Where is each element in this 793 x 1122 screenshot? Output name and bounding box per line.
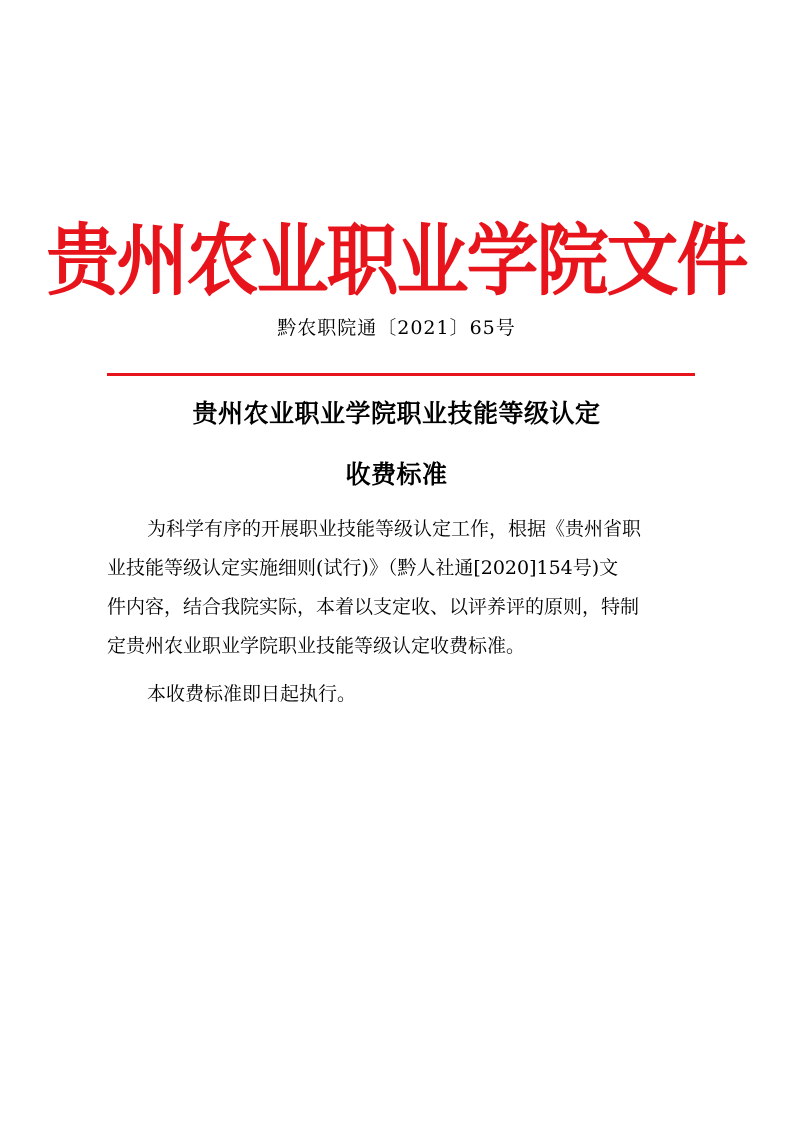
paragraph-1-line-4: 定贵州农业职业学院职业技能等级认定收费标准。 bbox=[107, 635, 526, 657]
body-paragraph-2 bbox=[107, 675, 691, 714]
paragraph-1-line-1: 为科学有序的开展职业技能等级认定工作，根据《贵州省职 bbox=[147, 518, 642, 540]
paragraph-1-line-2: 业技能等级认定实施细则(试行)》（黔人社通[2020]154号)文 bbox=[107, 557, 619, 579]
paragraph-1-line-3: 件内容，结合我院实际，本着以支定收、以评养评的原则，特制 bbox=[107, 596, 640, 618]
red-divider-line bbox=[107, 373, 695, 376]
paragraph-2-line-1: 本收费标准即日起执行。 bbox=[147, 683, 357, 705]
document-title-line-1: 贵州农业职业学院职业技能等级认定 bbox=[192, 399, 601, 428]
red-header-title: 贵州农业职业学院文件 bbox=[46, 214, 747, 306]
document-title-line-2: 收费标准 bbox=[345, 460, 448, 489]
body-paragraph-1 bbox=[107, 510, 691, 666]
document-number: 黔农职院通〔2021〕65号 bbox=[277, 317, 516, 339]
